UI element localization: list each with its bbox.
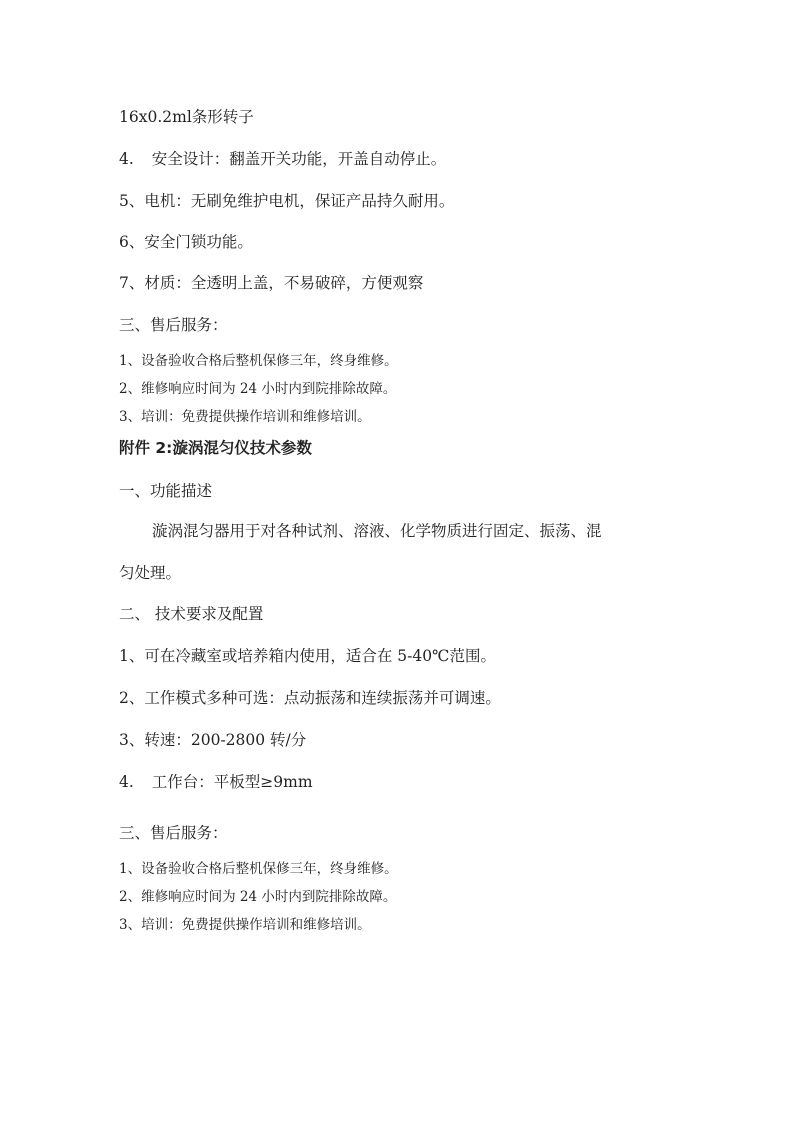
requirement-item bbox=[119, 772, 313, 792]
service-item: 2、维修响应时间为 24 小时内到院排除故障。 bbox=[119, 889, 397, 905]
requirement-item: 3、转速：200-2800 转/分 bbox=[119, 731, 307, 749]
service-item: 3、培训：免费提供操作培训和维修培训。 bbox=[119, 409, 371, 425]
section-title-function: 一、功能描述 bbox=[119, 482, 213, 500]
feature-number: 4. bbox=[119, 150, 134, 168]
section-title-requirements: 二、 技术要求及配置 bbox=[119, 605, 264, 623]
service-title: 三、售后服务： bbox=[119, 316, 228, 334]
service-item: 2、维修响应时间为 24 小时内到院排除故障。 bbox=[119, 381, 397, 397]
service-item: 1、设备验收合格后整机保修三年，终身维修。 bbox=[119, 353, 398, 369]
feature-item: 5、电机：无刷免维护电机，保证产品持久耐用。 bbox=[119, 192, 455, 210]
service-item: 3、培训：免费提供操作培训和维修培训。 bbox=[119, 917, 371, 933]
feature-item: 7、材质：全透明上盖，不易破碎，方便观察 bbox=[119, 274, 424, 292]
service-title: 三、售后服务： bbox=[119, 824, 228, 842]
attachment-title: 附件 2:漩涡混匀仪技术参数 bbox=[119, 439, 312, 457]
feature-text: 安全设计：翻盖开关功能，开盖自动停止。 bbox=[151, 150, 447, 168]
description-line: 匀处理。 bbox=[119, 564, 182, 582]
rotor-line: 16x0.2ml条形转子 bbox=[119, 108, 254, 126]
requirement-text: 工作台：平板型≥9mm bbox=[151, 773, 313, 791]
description-line: 漩涡混匀器用于对各种试剂、溶液、化学物质进行固定、振荡、混 bbox=[152, 522, 602, 540]
feature-item bbox=[119, 149, 446, 169]
requirement-item: 2、工作模式多种可选：点动振荡和连续振荡并可调速。 bbox=[119, 689, 501, 707]
feature-item: 6、安全门锁功能。 bbox=[119, 233, 253, 251]
requirement-item: 1、可在冷藏室或培养箱内使用，适合在 5-40℃范围。 bbox=[119, 647, 496, 665]
service-item: 1、设备验收合格后整机保修三年，终身维修。 bbox=[119, 861, 398, 877]
requirement-number: 4. bbox=[119, 773, 134, 791]
